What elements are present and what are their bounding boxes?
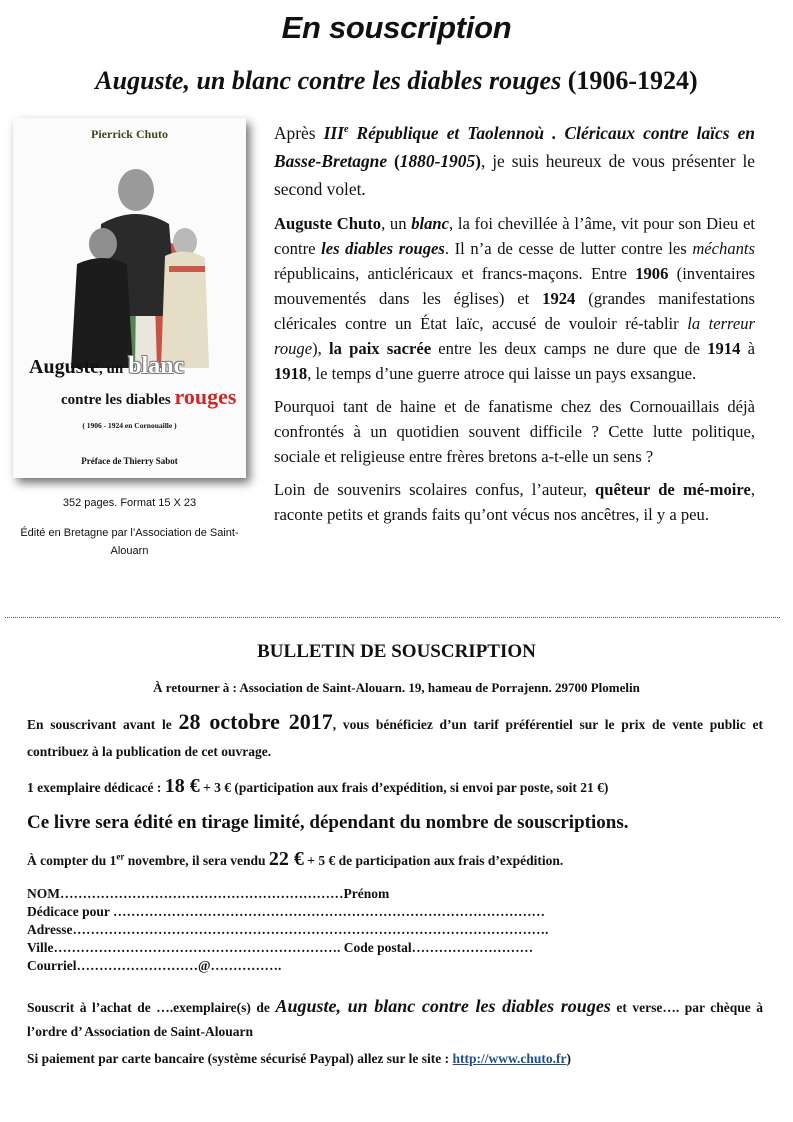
p2-blanc: blanc: [411, 213, 450, 233]
subscription-form: [27, 885, 548, 975]
p2-y1918: 1918: [274, 363, 308, 383]
ex-b: + 3 € (participation aux frais d’expédition, si envoi par poste, soit 21 €): [199, 780, 609, 795]
p2-y1906: 1906: [635, 263, 669, 283]
subscription-title: En souscription: [281, 10, 512, 45]
p2-y1914: 1914: [707, 338, 741, 358]
p1-text-b: , je suis heureux de vous présenter le second volet.: [274, 150, 756, 199]
cover-title-auguste: Auguste: [29, 356, 100, 378]
p4-b: , raconte petits et grands faits qu’ont vécus nos ancêtres, il y a peu.: [274, 479, 755, 524]
paypal-b: ): [566, 1051, 572, 1066]
publisher-caption: Édité en Bretagne par l’Association de Saint-Alouarn: [20, 527, 239, 557]
cover-title-line2: [61, 384, 236, 410]
p2-b: , la foi chevillée à l’âme, vit pour son Dieu et contre: [274, 213, 756, 258]
return-address: À retourner à : Association de Saint-Alouarn. 19, hameau de Porrajenn. 29700 Plomelin: [153, 680, 640, 695]
book-cover: [13, 118, 246, 478]
intro-paragraph-2: [274, 211, 755, 386]
price-line: [27, 775, 763, 798]
p2-mechants: méchants: [692, 238, 755, 258]
cover-preface: Préface de Thierry Sabot: [81, 456, 178, 466]
cover-dates: ( 1906 - 1924 en Cornouaille ): [82, 421, 177, 430]
cover-author: Pierrick Chuto: [91, 127, 168, 141]
p1-previous-title: République et Taolennoù . Cléricaux contre laïcs en Basse-Bretagne: [274, 122, 755, 171]
early-subscription-text: [27, 708, 763, 765]
p1-years: 1880-1905: [399, 150, 476, 171]
cover-title-blanc: blanc: [128, 353, 185, 379]
book-years: (1906-1924): [567, 66, 698, 95]
limited-edition-notice: Ce livre sera édité en tirage limité, dépendant du nombre de souscriptions.: [27, 812, 629, 833]
cut-line-divider: [5, 617, 780, 618]
order-statement: [27, 994, 763, 1044]
cover-title-rouges: rouges: [174, 384, 237, 409]
form-ville-field[interactable]: Ville………………………………………………………. Code postal………………………: [27, 940, 534, 955]
souscr-b: , vous bénéficiez d’un tarif préférentiel sur le prix de vente public et contribuez à la publication de cet ouvrage.: [27, 717, 763, 759]
cover-photo: [61, 146, 211, 368]
cover-title-un: , un: [99, 361, 124, 377]
book-format-caption: 352 pages. Format 15 X 23: [62, 497, 197, 509]
after-b: novembre, il sera vendu: [124, 853, 269, 868]
price-subscription: 18 €: [164, 775, 200, 797]
book-heading: [0, 66, 793, 96]
paypal-a: Si paiement par carte bancaire (système sécurisé Paypal) allez sur le site :: [27, 1051, 453, 1066]
deadline-date: 28 octobre 2017: [178, 709, 333, 734]
p2-c: . Il n’a de cesse de lutter contre les: [444, 238, 693, 258]
intro-paragraph-3: Pourquoi tant de haine et de fanatisme chez des Cornouaillais déjà confrontés à un quotidien souvent difficile ? Cette lutte politique, sociale et religieuse entre frères bretons a-t-elle un sens ?: [274, 396, 755, 466]
form-adresse-field[interactable]: Adresse…………………………………………………………………………………………….: [27, 922, 549, 937]
p2-g: ),: [312, 338, 330, 358]
souscrit-b: et verse…. par chèque à l’ordre d’ Association de Saint-Alouarn: [27, 1000, 763, 1039]
p2-f: (grandes manifestations cléricales contre un État laïc, accusé de vouloir ré-tablir: [274, 288, 756, 333]
book-title: Auguste, un blanc contre les diables rouges: [95, 66, 562, 95]
p2-name: Auguste Chuto: [274, 213, 382, 233]
p1-iii: III: [323, 122, 344, 143]
after-c: + 5 € de participation aux frais d’expédition.: [303, 853, 564, 868]
p2-d: républicains, anticléricaux et francs-maçons. Entre: [274, 263, 636, 283]
p2-i: à: [740, 338, 755, 358]
p2-j: , le temps d’une guerre atroce qui laisse un pays exsangue.: [307, 363, 697, 383]
cover-title-contre: contre les diables: [61, 392, 171, 408]
p4-queteur: quêteur de mé-moire: [595, 479, 751, 499]
p2-paix: la paix sacrée: [329, 338, 432, 358]
website-link[interactable]: http://www.chuto.fr: [452, 1051, 567, 1066]
p1-sup: e: [343, 124, 349, 135]
p2-a: , un: [381, 213, 412, 233]
p2-e: (inventaires mouvementés dans les églises) et: [274, 263, 755, 308]
form-courriel-field[interactable]: Courriel………………………@…………….: [27, 958, 282, 973]
p1-text-a: Après: [274, 122, 324, 143]
p1-years-close: ): [475, 150, 481, 171]
form-dedicace-field[interactable]: Dédicace pour ……………………………………………………………………………………: [27, 904, 545, 919]
p4-a: Loin de souvenirs scolaires confus, l’auteur,: [274, 479, 596, 499]
p1-years-open: (: [387, 150, 400, 171]
p2-terreur: la terreur rouge: [274, 313, 755, 358]
form-nom-field[interactable]: NOM………………………………………………………Prénom: [27, 886, 390, 901]
p2-h: entre les deux camps ne dure que de: [431, 338, 708, 358]
bulletin-title: BULLETIN DE SOUSCRIPTION: [257, 641, 536, 662]
p2-diables: les diables rouges: [321, 238, 445, 258]
souscr-a: En souscrivant avant le: [27, 717, 179, 732]
later-price-line: [27, 848, 763, 871]
intro-text: [274, 116, 755, 535]
after-sup: er: [116, 851, 125, 862]
price-after: 22 €: [268, 848, 304, 870]
cover-title-line1: [29, 353, 184, 380]
paypal-line: [27, 1051, 763, 1067]
souscrit-title: Auguste, un blanc contre les diables rouges: [275, 996, 611, 1016]
ex-a: 1 exemplaire dédicacé :: [27, 780, 165, 795]
souscrit-a: Souscrit à l’achat de ….exemplaire(s) de: [27, 1000, 276, 1015]
p2-y1924: 1924: [542, 288, 576, 308]
intro-paragraph-4: [274, 477, 755, 527]
after-a: À compter du 1: [27, 853, 117, 868]
intro-paragraph-1: [274, 116, 755, 203]
